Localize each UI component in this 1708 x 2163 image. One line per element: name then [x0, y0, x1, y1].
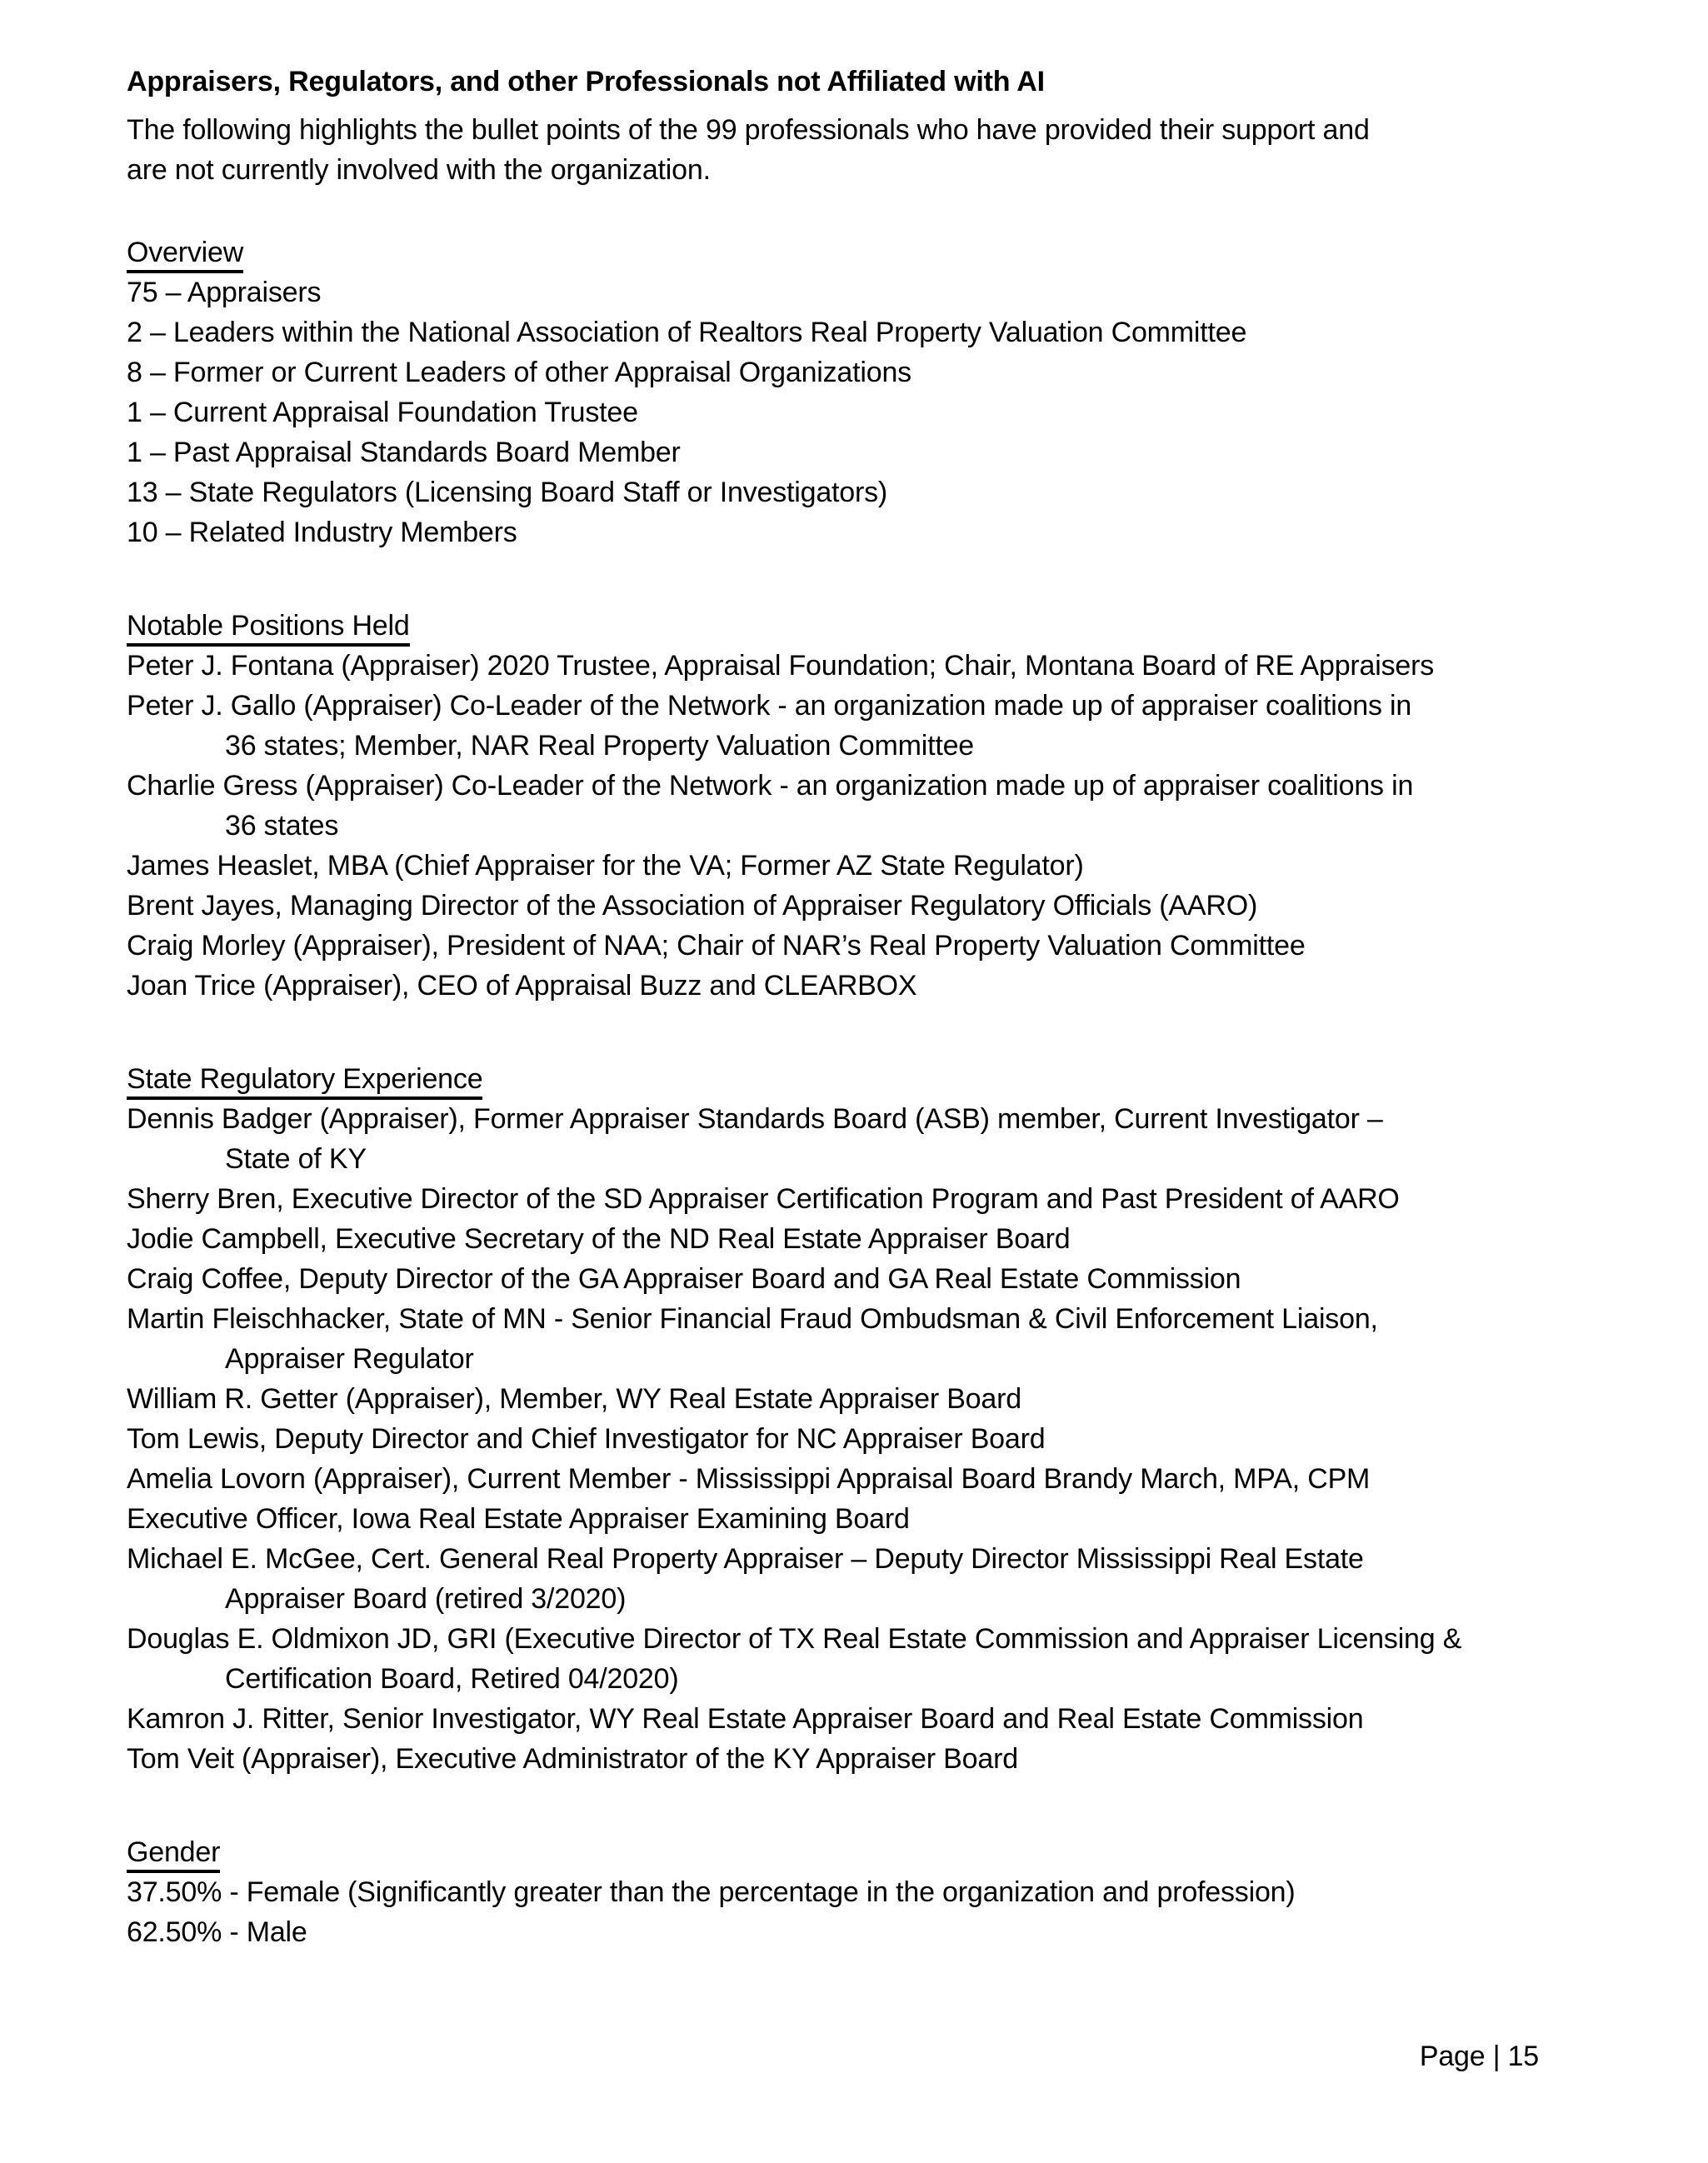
intro-line: The following highlights the bullet points of the 99 professionals who have provided their support and	[127, 114, 1370, 146]
page-title: Appraisers, Regulators, and other Professionals not Affiliated with AI	[127, 66, 1045, 97]
section-heading-notable-positions: Notable Positions Held	[127, 609, 410, 647]
section-heading-overview: Overview	[127, 236, 243, 273]
state-regulatory-line: Appraiser Regulator	[225, 1343, 474, 1375]
spacer	[127, 1952, 1708, 2036]
overview-item: 10 – Related Industry Members	[127, 517, 517, 548]
gender-item: 37.50% - Female (Significantly greater than the percentage in the organization and profession)	[127, 1876, 1296, 1908]
state-regulatory-line: Amelia Lovorn (Appraiser), Current Member - Mississippi Appraisal Board Brandy March, MPA, CPM	[127, 1463, 1371, 1495]
overview-item: 13 – State Regulators (Licensing Board Staff or Investigators)	[127, 477, 888, 508]
page-number: Page | 15	[1419, 2041, 1539, 2072]
section-heading-state-regulatory-row	[127, 1059, 1708, 1099]
notable-position-line: Craig Morley (Appraiser), President of NAA; Chair of NAR’s Real Property Valuation Committee	[127, 930, 1306, 962]
section-heading-state-regulatory: State Regulatory Experience	[127, 1062, 482, 1100]
spacer	[127, 552, 1708, 606]
overview-item: 1 – Past Appraisal Standards Board Member	[127, 437, 681, 468]
spacer	[127, 1779, 1708, 1832]
overview-item: 1 – Current Appraisal Foundation Trustee	[127, 397, 638, 428]
spacer	[127, 1006, 1708, 1059]
notable-position-line: James Heaslet, MBA (Chief Appraiser for the VA; Former AZ State Regulator)	[127, 850, 1084, 882]
state-regulatory-line: State of KY	[225, 1143, 367, 1175]
section-heading-notable-positions-row	[127, 606, 1708, 646]
spacer	[127, 102, 1708, 110]
state-regulatory-line: Martin Fleischhacker, State of MN - Senior Financial Fraud Ombudsman & Civil Enforcement Liaison,	[127, 1303, 1378, 1335]
notable-position-line: Charlie Gress (Appraiser) Co-Leader of the Network - an organization made up of appraiser coalitions in	[127, 770, 1414, 802]
state-regulatory-line: Craig Coffee, Deputy Director of the GA Appraiser Board and GA Real Estate Commission	[127, 1263, 1241, 1295]
notable-position-line: 36 states; Member, NAR Real Property Valuation Committee	[225, 730, 974, 762]
overview-item: 8 – Former or Current Leaders of other Appraisal Organizations	[127, 357, 911, 388]
notable-position-line: 36 states	[225, 810, 339, 842]
spacer	[127, 190, 1708, 232]
state-regulatory-line: Jodie Campbell, Executive Secretary of the ND Real Estate Appraiser Board	[127, 1223, 1071, 1255]
state-regulatory-line: Executive Officer, Iowa Real Estate Appraiser Examining Board	[127, 1503, 910, 1535]
section-heading-gender-row	[127, 1832, 1708, 1872]
notable-position-line: Joan Trice (Appraiser), CEO of Appraisal Buzz and CLEARBOX	[127, 970, 917, 1002]
state-regulatory-line: Tom Veit (Appraiser), Executive Administrator of the KY Appraiser Board	[127, 1743, 1018, 1775]
state-regulatory-line: Appraiser Board (retired 3/2020)	[225, 1583, 627, 1615]
state-regulatory-line: Michael E. McGee, Cert. General Real Property Appraiser – Deputy Director Mississippi Real Estate	[127, 1543, 1364, 1575]
gender-item: 62.50% - Male	[127, 1916, 307, 1948]
notable-position-line: Peter J. Fontana (Appraiser) 2020 Trustee, Appraisal Foundation; Chair, Montana Board of RE Appraisers	[127, 650, 1435, 682]
intro-line: are not currently involved with the organization.	[127, 154, 711, 186]
state-regulatory-line: Sherry Bren, Executive Director of the SD Appraiser Certification Program and Past President of AARO	[127, 1183, 1400, 1215]
state-regulatory-line: Kamron J. Ritter, Senior Investigator, WY Real Estate Appraiser Board and Real Estate Commission	[127, 1703, 1364, 1735]
section-heading-overview-row	[127, 232, 1708, 272]
notable-position-line: Peter J. Gallo (Appraiser) Co-Leader of the Network - an organization made up of appraiser coalitions in	[127, 690, 1412, 722]
overview-item: 2 – Leaders within the National Association of Realtors Real Property Valuation Committee	[127, 317, 1247, 348]
notable-position-line: Brent Jayes, Managing Director of the Association of Appraiser Regulatory Officials (AARO)	[127, 890, 1258, 922]
state-regulatory-line: Certification Board, Retired 04/2020)	[225, 1663, 679, 1695]
state-regulatory-line: Tom Lewis, Deputy Director and Chief Investigator for NC Appraiser Board	[127, 1423, 1046, 1455]
state-regulatory-line: Douglas E. Oldmixon JD, GRI (Executive Director of TX Real Estate Commission and Appraiser Licensing &	[127, 1623, 1462, 1655]
state-regulatory-line: Dennis Badger (Appraiser), Former Appraiser Standards Board (ASB) member, Current Investigator –	[127, 1103, 1383, 1135]
section-heading-gender: Gender	[127, 1836, 220, 1873]
overview-item: 75 – Appraisers	[127, 277, 322, 308]
state-regulatory-line: William R. Getter (Appraiser), Member, WY Real Estate Appraiser Board	[127, 1383, 1021, 1415]
